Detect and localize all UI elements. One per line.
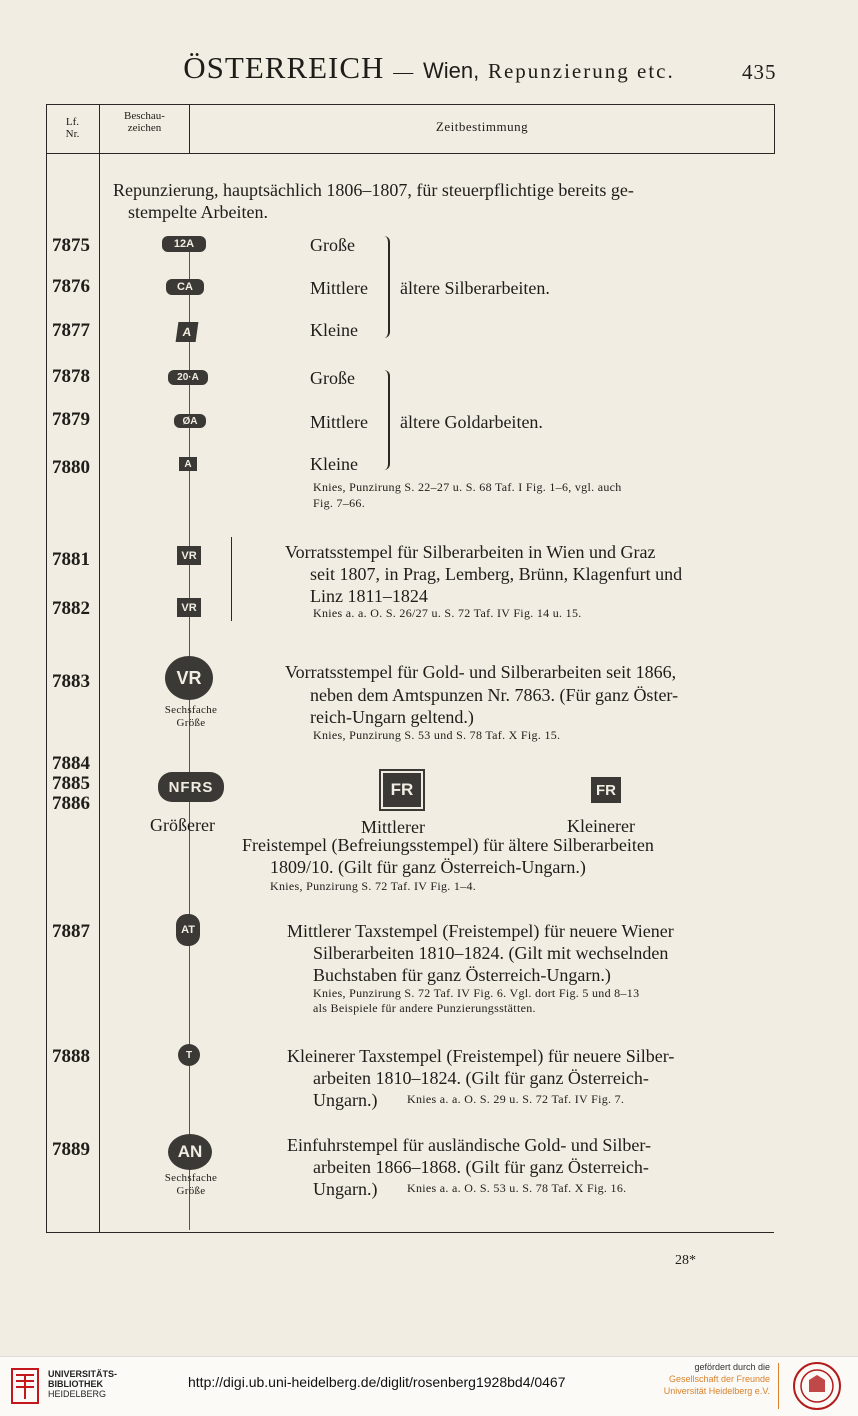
entry-number: 7889 bbox=[52, 1139, 90, 1160]
entry-number: 7877 bbox=[52, 320, 90, 341]
table-bottom-rule bbox=[46, 1232, 774, 1233]
size-label: Mittlere bbox=[310, 278, 368, 298]
header-country: ÖSTERREICH bbox=[183, 50, 385, 85]
table-right-rule bbox=[774, 104, 775, 154]
entry-number: 7885 bbox=[52, 773, 90, 794]
entry-number: 7882 bbox=[52, 598, 90, 619]
entry-number: 7888 bbox=[52, 1046, 90, 1067]
sponsor-l1: gefördert durch die bbox=[694, 1362, 770, 1372]
group6-reference: Knies, Punzirung S. 72 Taf. IV Fig. 6. Vgl. dort Fig. 5 und 8–13 bbox=[313, 986, 640, 1000]
sponsor-divider bbox=[778, 1363, 779, 1409]
group3-reference: Knies a. a. O. S. 26/27 u. S. 72 Taf. IV Fig. 14 u. 15. bbox=[313, 606, 582, 620]
sheet-signature: 28* bbox=[675, 1253, 696, 1268]
stamp-mark-icon: AT bbox=[176, 914, 200, 946]
group2-description: ältere Goldarbeiten. bbox=[400, 412, 543, 432]
size-label: Kleine bbox=[310, 320, 358, 340]
stamp-mark-icon: 12A bbox=[162, 236, 206, 252]
size-label: Größerer bbox=[150, 815, 215, 835]
stamp-mark-icon: A bbox=[176, 322, 199, 342]
header-city: Wien, bbox=[422, 58, 480, 83]
group6-reference-cont: als Beispiele für andere Punzierungsstätten. bbox=[313, 1001, 536, 1015]
stamp-mark-icon: ØA bbox=[174, 414, 206, 428]
size-label: Mittlerer bbox=[361, 817, 425, 837]
table-left-rule bbox=[46, 104, 47, 1233]
col-header-nr bbox=[46, 116, 99, 140]
size-note: Größe bbox=[176, 717, 206, 729]
group5-text-line-2: 1809/10. (Gilt für ganz Österreich-Ungarn.) bbox=[270, 857, 586, 877]
header-rest: Repunzierung etc. bbox=[487, 59, 675, 83]
stamp-mark-icon: FR bbox=[591, 777, 621, 803]
group4-text-line-2: neben dem Amtspunzen Nr. 7863. (Für ganz Öster- bbox=[310, 685, 679, 705]
stamp-mark-icon: VR bbox=[177, 598, 201, 617]
size-label: Kleinerer bbox=[567, 816, 635, 836]
table-col1-rule bbox=[99, 104, 100, 1233]
sponsor-l3: Universität Heidelberg e.V. bbox=[663, 1386, 770, 1396]
size-note: Sechsfache bbox=[164, 704, 218, 716]
header-dash: — bbox=[393, 61, 415, 83]
group7-text-line-2: arbeiten 1810–1824. (Gilt für ganz Österreich- bbox=[313, 1068, 649, 1088]
brace-group2 bbox=[374, 370, 390, 470]
group4-reference: Knies, Punzirung S. 53 und S. 78 Taf. X Fig. 15. bbox=[313, 728, 561, 742]
entry-number: 7881 bbox=[52, 549, 90, 570]
page-number: 435 bbox=[742, 60, 777, 84]
entry-number: 7875 bbox=[52, 235, 90, 256]
size-label: Große bbox=[310, 235, 355, 255]
group8-text-line-3: Ungarn.) bbox=[313, 1179, 378, 1199]
size-note: Größe bbox=[176, 1185, 206, 1197]
group6-text-line-2: Silberarbeiten 1810–1824. (Gilt mit wechselnden bbox=[313, 943, 669, 963]
group6-text-line-1: Mittlerer Taxstempel (Freistempel) für neuere Wiener bbox=[287, 921, 674, 941]
entry-number: 7876 bbox=[52, 276, 90, 297]
sponsor-l2: Gesellschaft der Freunde bbox=[668, 1374, 770, 1384]
library-name-l1: UNIVERSITÄTS- bbox=[48, 1369, 118, 1379]
group5-reference: Knies, Punzirung S. 72 Taf. IV Fig. 1–4. bbox=[270, 879, 477, 893]
library-name[interactable] bbox=[48, 1369, 117, 1399]
group7-text-line-3: Ungarn.) bbox=[313, 1090, 378, 1110]
table-top-rule bbox=[46, 104, 774, 105]
group3-text-line-3: Linz 1811–1824 bbox=[310, 586, 428, 606]
table-head-rule bbox=[46, 153, 774, 154]
permalink-url[interactable]: http://digi.ub.uni-heidelberg.de/diglit/rosenberg1928bd4/0467 bbox=[188, 1374, 566, 1390]
stamp-mark-icon: NFRS bbox=[158, 772, 224, 802]
group5-text-line-1: Freistempel (Befreiungsstempel) für ältere Silberarbeiten bbox=[242, 835, 654, 855]
brace-group1 bbox=[374, 236, 390, 338]
size-label: Kleine bbox=[310, 454, 358, 474]
entry-number: 7887 bbox=[52, 921, 90, 942]
intro-line-1: Repunzierung, hauptsächlich 1806–1807, für steuerpflichtige bereits ge- bbox=[113, 180, 634, 200]
entry-number: 7880 bbox=[52, 457, 90, 478]
group4-text-line-1: Vorratsstempel für Gold- und Silberarbeiten seit 1866, bbox=[285, 662, 677, 682]
group7-reference: Knies a. a. O. S. 29 u. S. 72 Taf. IV Fig. 7. bbox=[407, 1092, 625, 1106]
sponsor-text[interactable] bbox=[650, 1361, 770, 1397]
col-header-nr-l2: Nr. bbox=[65, 128, 80, 140]
group8-text-line-2: arbeiten 1866–1868. (Gilt für ganz Österreich- bbox=[313, 1157, 649, 1177]
group8-reference: Knies a. a. O. S. 53 u. S. 78 Taf. X Fig. 16. bbox=[407, 1181, 627, 1195]
intro-line-2: stempelte Arbeiten. bbox=[128, 202, 268, 222]
col-header-mark-l2: zeichen bbox=[127, 122, 162, 134]
stamp-guide-line bbox=[189, 250, 190, 1230]
group1-description: ältere Silberarbeiten. bbox=[400, 278, 550, 298]
group3-text-line-1: Vorratsstempel für Silberarbeiten in Wien und Graz bbox=[285, 542, 656, 562]
stamp-mark-icon: A bbox=[179, 457, 197, 471]
entry-number: 7884 bbox=[52, 753, 90, 774]
library-name-l2: BIBLIOTHEK bbox=[48, 1379, 103, 1389]
entry-number: 7878 bbox=[52, 366, 90, 387]
col-header-mark-l1: Beschau- bbox=[124, 110, 165, 122]
stamp-mark-icon: VR bbox=[165, 656, 213, 700]
size-label: Mittlere bbox=[310, 412, 368, 432]
library-logo-icon bbox=[10, 1367, 40, 1405]
library-name-l3: HEIDELBERG bbox=[48, 1389, 107, 1399]
entry-number: 7879 bbox=[52, 409, 90, 430]
entry-number: 7886 bbox=[52, 793, 90, 814]
stamp-mark-icon: T bbox=[178, 1044, 200, 1066]
size-label: Große bbox=[310, 368, 355, 388]
group2-reference: Knies, Punzirung S. 22–27 u. S. 68 Taf. I Fig. 1–6, vgl. auch bbox=[313, 480, 622, 494]
group8-text-line-1: Einfuhrstempel für ausländische Gold- und Silber- bbox=[287, 1135, 652, 1155]
entry-number: 7883 bbox=[52, 671, 90, 692]
stamp-mark-icon: FR bbox=[383, 773, 421, 807]
col-header-time: Zeitbestimmung bbox=[435, 119, 529, 134]
group6-text-line-3: Buchstaben für ganz Österreich-Ungarn.) bbox=[313, 965, 611, 985]
university-seal-icon bbox=[792, 1361, 842, 1411]
stamp-mark-icon: CA bbox=[166, 279, 204, 295]
group3-text-line-2: seit 1807, in Prag, Lemberg, Brünn, Klagenfurt und bbox=[310, 564, 683, 584]
size-note: Sechsfache bbox=[164, 1172, 218, 1184]
stamp-mark-icon: AN bbox=[168, 1134, 212, 1170]
viewer-footer bbox=[0, 1356, 858, 1416]
col-header-mark bbox=[100, 110, 189, 134]
stamp-mark-icon: 20·A bbox=[168, 370, 208, 385]
page-header bbox=[0, 50, 858, 86]
col-header-nr-l1: Lf. bbox=[65, 116, 80, 128]
group7-text-line-1: Kleinerer Taxstempel (Freistempel) für neuere Silber- bbox=[287, 1046, 675, 1066]
stamp-mark-icon: VR bbox=[177, 546, 201, 565]
brace-group3 bbox=[231, 537, 232, 621]
group4-text-line-3: reich-Ungarn geltend.) bbox=[310, 707, 474, 727]
group2-reference-cont: Fig. 7–66. bbox=[313, 496, 366, 510]
